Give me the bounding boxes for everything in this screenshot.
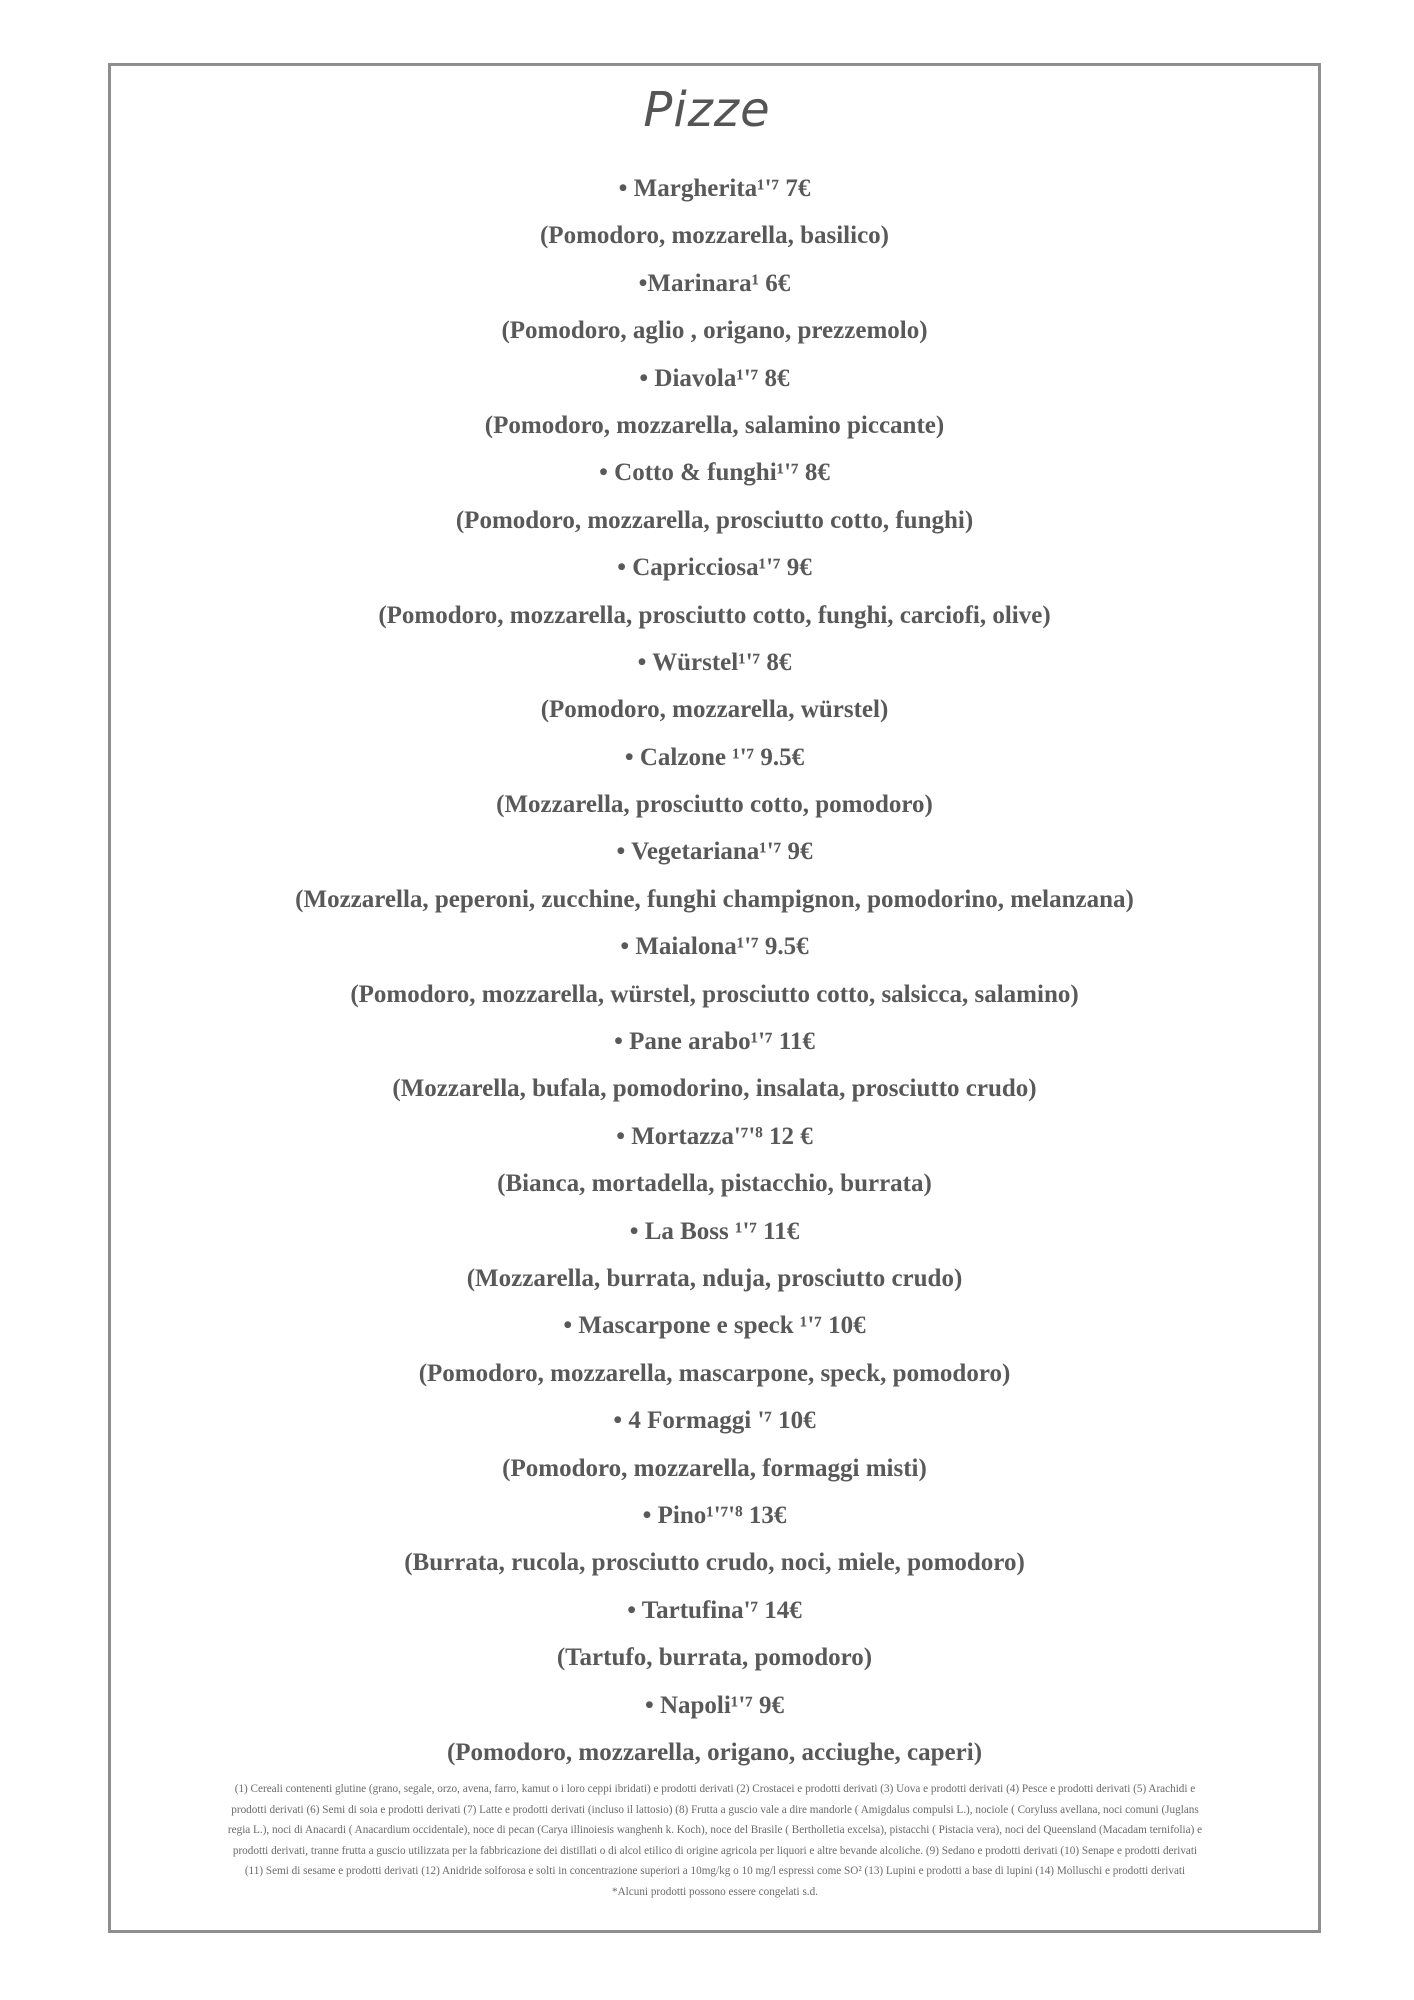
pizza-ingredients-marinara: (Pomodoro, aglio , origano, prezzemolo) [501,317,928,345]
frozen-products-note: *Alcuni prodotti possono essere congelati s.d. [611,1885,818,1898]
pizza-menu [108,165,1321,1776]
pizza-ingredients-cotto-funghi: (Pomodoro, mozzarella, prosciutto cotto, funghi) [455,506,974,534]
allergens-footnote [225,1779,1205,1902]
pizza-name-tartufina: • Tartufina'⁷ 14€ [627,1596,802,1624]
pizza-ingredients-4-formaggi: (Pomodoro, mozzarella, formaggi misti) [502,1454,927,1482]
pizza-name-pane-arabo: • Pane arabo¹'⁷ 11€ [614,1028,815,1056]
pizza-name-marinara: •Marinara¹ 6€ [638,269,791,297]
pizza-name-napoli: • Napoli¹'⁷ 9€ [644,1691,785,1719]
pizza-ingredients-capricciosa: (Pomodoro, mozzarella, prosciutto cotto, funghi, carciofi, olive) [378,601,1051,629]
pizza-name-capricciosa: • Capricciosa¹'⁷ 9€ [617,554,812,582]
pizza-name-mascarpone-speck: • Mascarpone e speck ¹'⁷ 10€ [563,1312,866,1340]
pizza-name-cotto-funghi: • Cotto & funghi¹'⁷ 8€ [599,459,830,487]
pizza-name-diavola: • Diavola¹'⁷ 8€ [639,364,790,392]
pizza-name-wurstel: • Würstel¹'⁷ 8€ [637,648,792,676]
pizza-ingredients-pino: (Burrata, rucola, prosciutto crudo, noci, miele, pomodoro) [404,1549,1025,1577]
pizza-name-maialona: • Maialona¹'⁷ 9.5€ [620,933,809,961]
pizza-ingredients-maialona: (Pomodoro, mozzarella, würstel, prosciutto cotto, salsicca, salamino) [350,980,1079,1008]
pizza-ingredients-vegetariana: (Mozzarella, peperoni, zucchine, funghi champignon, pomodorino, melanzana) [295,885,1134,913]
pizza-name-4-formaggi: • 4 Formaggi '⁷ 10€ [613,1407,816,1435]
pizza-ingredients-napoli: (Pomodoro, mozzarella, origano, acciughe, caperi) [446,1738,983,1766]
pizza-ingredients-tartufina: (Tartufo, burrata, pomodoro) [556,1644,873,1672]
allergens-list: (1) Cereali contenenti glutine (grano, segale, orzo, avena, farro, kamut o i loro ceppi ibridati) e prodotti derivati (2) Crostacei e prodotti derivati (3) Uova e prodotti derivati (4) Pesce e prodotti derivati (5) Arachidi e prodotti derivati (6) Semi di soia e prodotti derivati (7) Latte e prodotti derivati (incluso il lattosio) (8) Frutta a guscio vale a dire mandorle ( Amigdalus compulsi L.), nociole ( Coryluss avellana, noci comuni (Juglans regia L.), noci di Anacardi ( Anacardium occidentale), noce di pecan (Carya illinoiesis wanghenh k. Koch), noce del Brasile ( Bertholletia excelsa), pistacchi ( Pistacia vera), noci del Queensland (Macadam ternifolia) e prodotti derivati, tranne frutta a guscio utilizzata per la fabbricazione dei distillati o di alcol etilico di origine agricola per liquori e altre bevande alcoliche. (9) Sedano e prodotti derivati (10) Senape e prodotti derivati (11) Semi di sesame e prodotti derivati (12) Anidride solforosa e solti in concentrazione superiori a 10mg/kg o 10 mg/l espressi come SO² (13) Lupini e prodotti a base di lupini (14) Molluschi e prodotti derivati [227,1783,1203,1877]
pizza-name-margherita: • Margherita¹'⁷ 7€ [618,175,811,202]
pizza-ingredients-calzone: (Mozzarella, prosciutto cotto, pomodoro) [496,791,933,819]
pizza-name-la-boss: • La Boss ¹'⁷ 11€ [629,1217,800,1245]
pizza-ingredients-margherita: (Pomodoro, mozzarella, basilico) [539,222,889,250]
pizza-name-pino: • Pino¹'⁷'⁸ 13€ [642,1501,787,1529]
pizza-ingredients-la-boss: (Mozzarella, burrata, nduja, prosciutto crudo) [466,1264,963,1292]
pizza-ingredients-diavola: (Pomodoro, mozzarella, salamino piccante) [484,411,945,439]
pizza-ingredients-pane-arabo: (Mozzarella, bufala, pomodorino, insalata, prosciutto crudo) [392,1075,1037,1103]
menu-title: Pizze [643,82,771,138]
pizza-ingredients-mortazza: (Bianca, mortadella, pistacchio, burrata) [497,1170,932,1198]
pizza-name-vegetariana: • Vegetariana¹'⁷ 9€ [616,838,813,866]
pizza-ingredients-wurstel: (Pomodoro, mozzarella, würstel) [540,696,889,724]
pizza-name-mortazza: • Mortazza'⁷'⁸ 12 € [616,1122,813,1150]
pizza-name-calzone: • Calzone ¹'⁷ 9.5€ [624,743,805,771]
pizza-ingredients-mascarpone-speck: (Pomodoro, mozzarella, mascarpone, speck, pomodoro) [418,1359,1011,1387]
